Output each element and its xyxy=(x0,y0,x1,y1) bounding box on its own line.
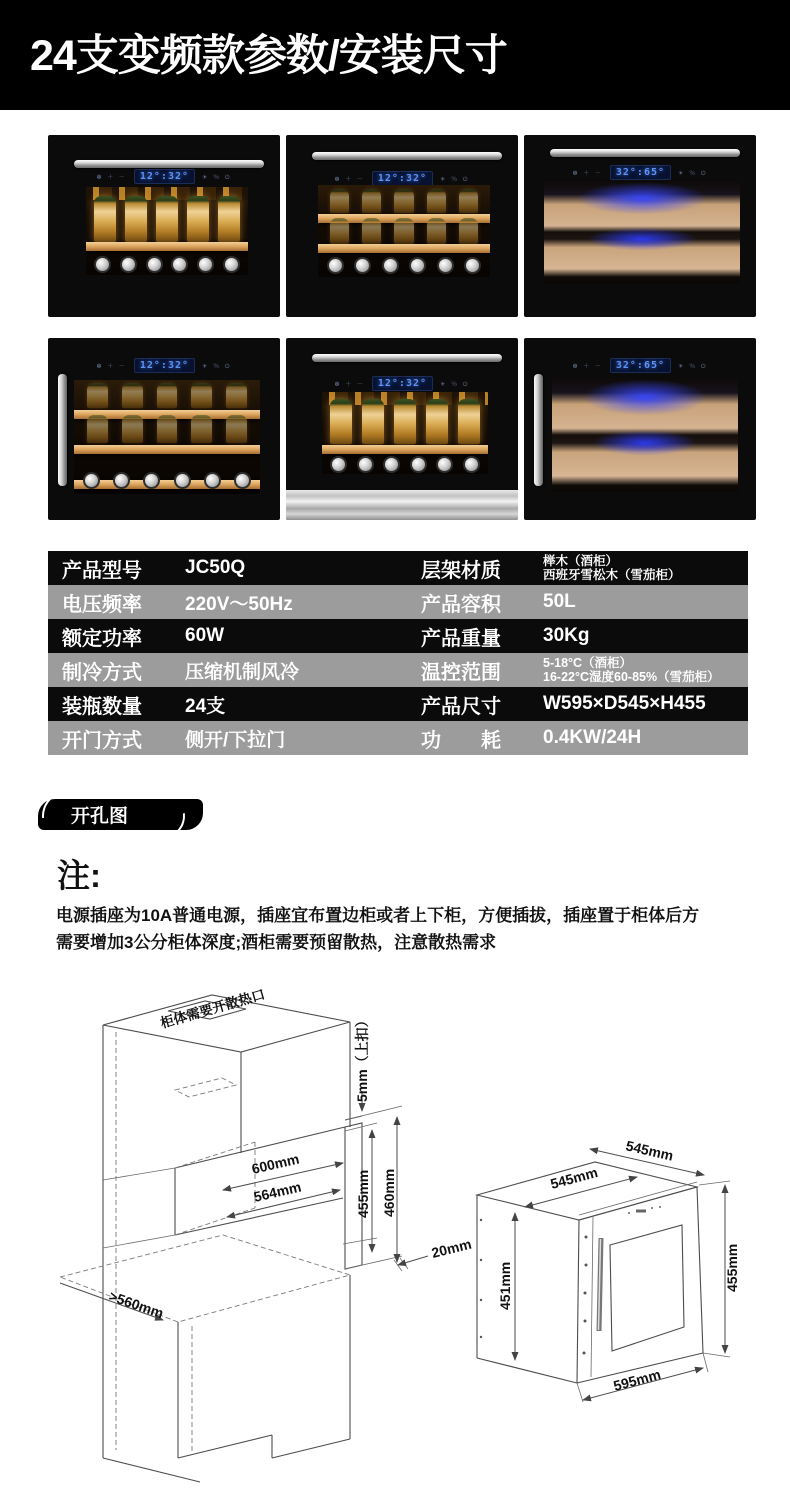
product-photo-cigar-humidor-2 xyxy=(524,338,756,520)
wood-shelf xyxy=(74,445,260,454)
display-control-icons: ☀ ％ ⏻ xyxy=(440,381,470,388)
spec-row xyxy=(48,585,748,619)
cigar-interior-blue-light xyxy=(544,181,740,283)
glass-door-window xyxy=(552,378,738,492)
spec-value: 24支 xyxy=(185,695,226,717)
temperature-display xyxy=(48,358,280,373)
spec-value: 60W xyxy=(185,625,225,646)
section-badge-cutout-diagram xyxy=(38,799,203,830)
display-control-icons: ☀ ％ ⏻ xyxy=(440,176,470,183)
temperature-display xyxy=(48,169,280,184)
display-readout: 32°:65° xyxy=(610,358,671,373)
display-control-icons: ❆ ＋ － xyxy=(572,364,603,370)
spec-value-line: 5-18°C（酒柜） xyxy=(543,655,633,670)
door-handle-bar xyxy=(550,149,740,157)
door-handle-bar-vertical xyxy=(58,374,67,486)
spec-table xyxy=(48,551,748,755)
display-readout: 12°:32° xyxy=(134,169,195,184)
spec-label: 额定功率 xyxy=(62,627,142,650)
wine-interior xyxy=(74,380,260,494)
wine-interior xyxy=(318,185,490,277)
dim-label-opening-height: 455mm xyxy=(355,1169,371,1218)
dim-label-opening-width: 600mm xyxy=(250,1150,301,1177)
spec-value: 220V～50Hz xyxy=(185,593,293,615)
wine-bottles xyxy=(80,383,255,408)
product-photo-wine-cooler-1 xyxy=(48,135,280,317)
display-readout: 12°:32° xyxy=(134,358,195,373)
display-control-icons: ☀ ％ ⏻ xyxy=(202,174,232,181)
spec-label: 开门方式 xyxy=(62,729,142,752)
dim-label-depth-outer: 545mm xyxy=(624,1137,675,1164)
spec-value: JC50Q xyxy=(185,557,246,578)
display-control-icons: ❆ ＋ － xyxy=(96,364,127,370)
dim-label-height-front: 455mm xyxy=(724,1243,740,1292)
section-badge-label: 开孔图 xyxy=(70,806,128,827)
wine-bottles xyxy=(323,218,485,244)
spec-row xyxy=(48,653,748,687)
dim-label-height-back: 451mm xyxy=(497,1261,513,1310)
door-handle-bar xyxy=(74,160,264,168)
bottle-caps-row xyxy=(330,458,479,471)
spec-label: 温控范围 xyxy=(421,661,501,684)
spec-value xyxy=(543,592,748,612)
note-heading: 注: xyxy=(57,857,101,894)
spec-value xyxy=(543,626,748,646)
product-photo-wine-cooler-4 xyxy=(286,338,518,520)
dim-label-depth-inner: 545mm xyxy=(548,1163,600,1192)
vent-label: 柜体需要开散热口 xyxy=(158,986,267,1031)
wood-shelf xyxy=(86,242,248,251)
spec-label: 电压频率 xyxy=(62,593,142,616)
note-text-line: 电源插座为10A普通电源，插座宜布置边柜或者上下柜，方便插拔，插座置于柜体后方 xyxy=(56,906,700,925)
spec-row xyxy=(48,687,748,721)
temperature-humidity-display xyxy=(524,165,756,180)
display-control-icons: ☀ ％ ⏻ xyxy=(678,170,708,177)
spec-label: 层架材质 xyxy=(421,559,501,582)
glass-door-window xyxy=(318,185,490,277)
display-readout: 12°:32° xyxy=(372,376,433,391)
display-control-icons: ☀ ％ ⏻ xyxy=(202,363,232,370)
cabinet-cutout-diagram xyxy=(50,986,500,1489)
glass-door-window xyxy=(544,181,740,283)
dim-label-top-gap: 5mm（上扣） xyxy=(354,1013,370,1102)
door-handle-bar xyxy=(312,152,502,160)
wine-bottles xyxy=(80,415,255,442)
dim-label-door-proud: 20mm xyxy=(429,1235,473,1261)
display-control-icons: ❆ ＋ － xyxy=(334,177,365,183)
dim-label-inner-width: 564mm xyxy=(252,1178,303,1205)
display-control-icons: ❆ ＋ － xyxy=(96,175,127,181)
note-text-line: 需要增加3公分柜体深度;酒柜需要预留散热，注意散热需求 xyxy=(56,933,497,952)
spec-label: 装瓶数量 xyxy=(62,695,142,718)
glass-door-window xyxy=(322,392,488,474)
display-readout: 32°:65° xyxy=(610,165,671,180)
product-photo-wine-cooler-3 xyxy=(48,338,280,520)
wine-bottles xyxy=(89,196,245,242)
spec-label: 产品型号 xyxy=(62,559,142,582)
spec-row xyxy=(48,721,748,755)
stainless-plinth xyxy=(286,490,518,520)
dim-label-outer-height: 460mm xyxy=(381,1168,397,1217)
wine-bottles xyxy=(325,399,484,445)
cigar-interior-blue-light xyxy=(552,378,738,492)
spec-label: 产品尺寸 xyxy=(421,695,501,718)
spec-value-line: 30Kg xyxy=(543,625,590,646)
display-readout: 12°:32° xyxy=(372,171,433,186)
spec-value-line: 50L xyxy=(543,591,576,612)
bottle-caps-row xyxy=(83,471,250,489)
spec-row xyxy=(48,551,748,585)
product-photo-cigar-humidor-1 xyxy=(524,135,756,317)
spec-value: 压缩机制风冷 xyxy=(185,661,300,683)
product-photo-wine-cooler-2 xyxy=(286,135,518,317)
wood-shelf xyxy=(322,445,488,454)
temperature-display xyxy=(286,376,518,391)
spec-value: 侧开/下拉门 xyxy=(185,729,286,751)
wine-interior xyxy=(86,187,248,275)
product-dimension-diagram xyxy=(440,1125,790,1425)
unit-door-face xyxy=(577,1187,703,1383)
spec-value-line: 榉木（酒柜） xyxy=(543,553,619,568)
temperature-humidity-display xyxy=(524,358,756,373)
display-control-icons: ❆ ＋ － xyxy=(572,171,603,177)
spec-label: 产品重量 xyxy=(421,627,501,650)
wood-shelf xyxy=(318,244,490,253)
wine-interior xyxy=(322,392,488,474)
door-handle-bar-vertical xyxy=(534,374,543,486)
glass-door-window xyxy=(74,380,260,494)
spec-value xyxy=(543,554,748,583)
spec-label: 功 耗 xyxy=(421,729,501,752)
glass-door-window xyxy=(86,187,248,275)
spec-value-line: W595×D545×H455 xyxy=(543,693,706,714)
spec-value-line: 16-22°C湿度60-85%（雪茄柜） xyxy=(543,670,720,684)
spec-value-line: 0.4KW/24H xyxy=(543,727,642,748)
temperature-display xyxy=(286,171,518,186)
page-title: 24支变频款参数/安装尺寸 xyxy=(0,0,790,110)
door-handle-bar xyxy=(312,354,502,362)
bottle-caps-row xyxy=(94,257,240,271)
door-glass-window xyxy=(610,1225,684,1351)
dim-label-depth-min: >560mm xyxy=(107,1287,166,1322)
spec-value xyxy=(543,694,748,714)
wine-bottles xyxy=(323,189,485,213)
spec-label: 制冷方式 xyxy=(62,661,142,684)
spec-value-line: 西班牙雪松木（雪茄柜） xyxy=(543,568,681,582)
display-control-icons: ☀ ％ ⏻ xyxy=(678,363,708,370)
spec-value xyxy=(543,728,748,748)
spec-value xyxy=(543,656,748,685)
bottle-caps-row xyxy=(327,259,482,274)
spec-label: 产品容积 xyxy=(421,593,501,616)
display-control-icons: ❆ ＋ － xyxy=(334,382,365,388)
dim-label-width-front: 595mm xyxy=(611,1365,663,1394)
spec-row xyxy=(48,619,748,653)
